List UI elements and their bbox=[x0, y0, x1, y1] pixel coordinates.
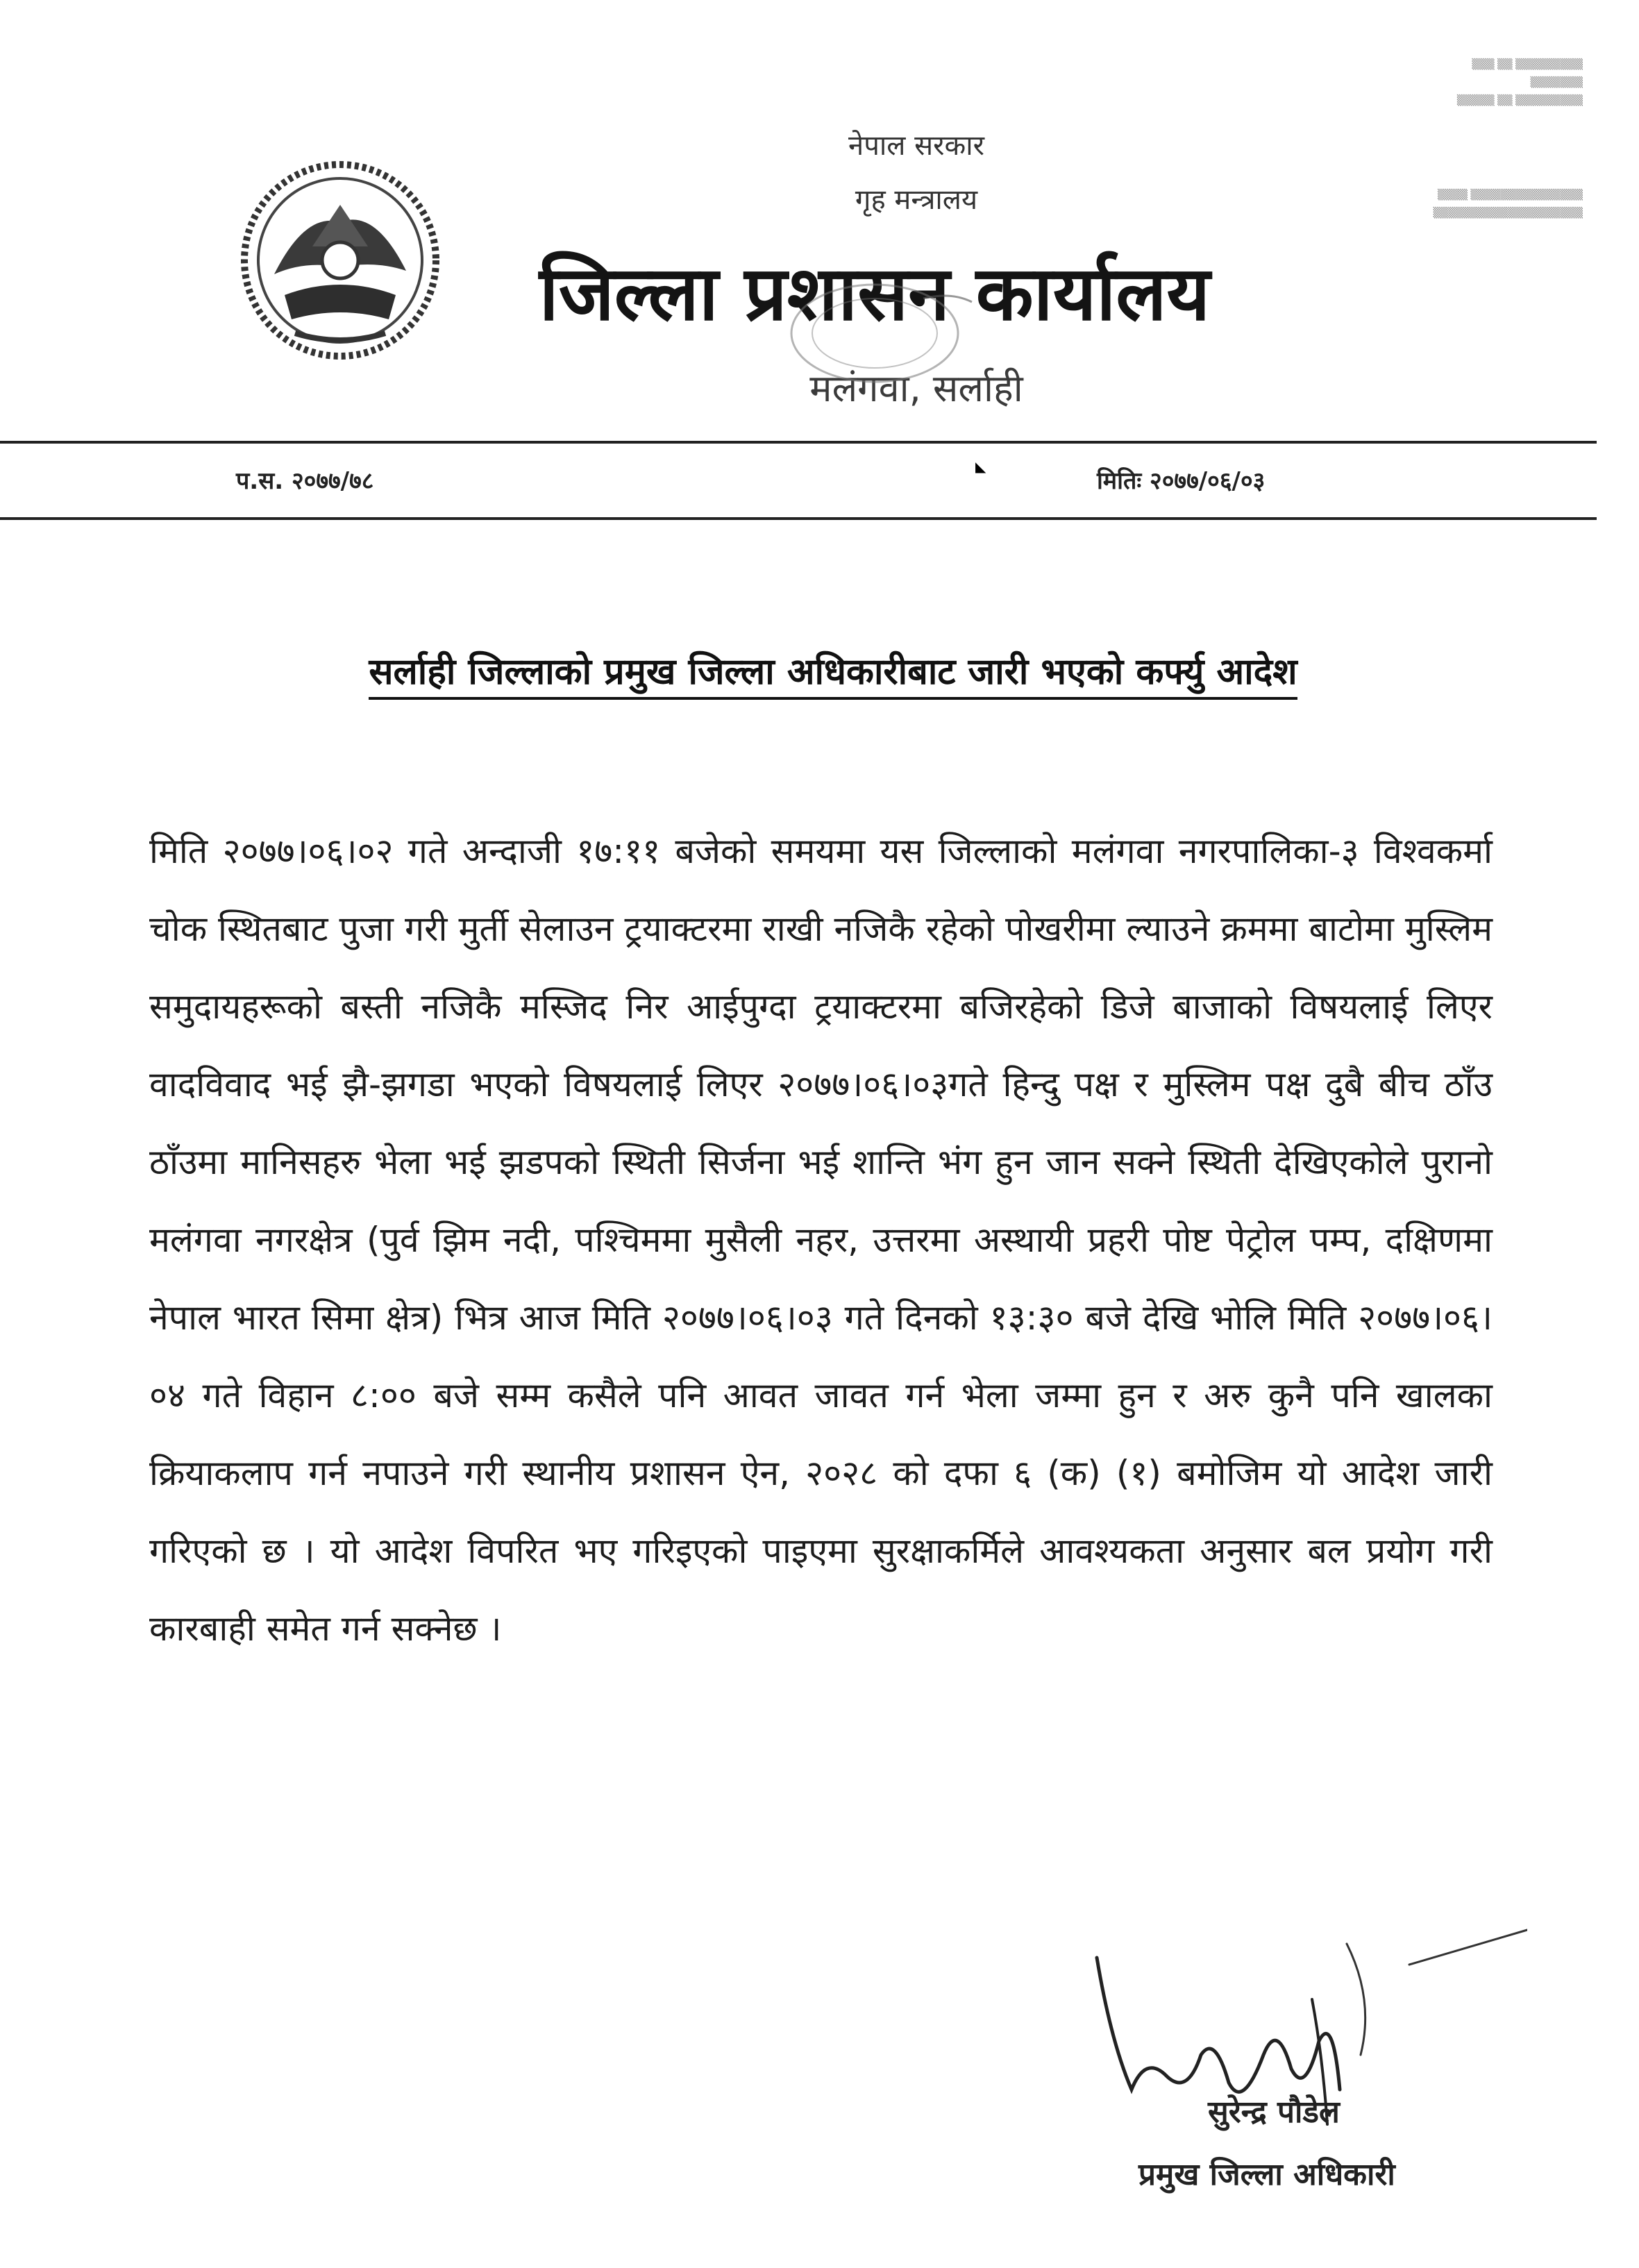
header-rule-top bbox=[0, 441, 1597, 444]
contact-line: ▒▒▒ ▒▒ ▒▒▒▒▒▒▒▒▒ bbox=[1472, 59, 1583, 70]
notice-title-text: सर्लाही जिल्लाको प्रमुख जिल्ला अधिकारीबाट जारी भएको कर्फ्यु आदेश bbox=[369, 651, 1297, 700]
notice-title bbox=[139, 646, 1527, 695]
contact-info bbox=[1319, 56, 1583, 222]
reference-date: मितिः २०७७/०६/०३ bbox=[1097, 467, 1266, 495]
contact-line: ▒▒▒▒▒▒▒▒▒▒▒▒▒▒▒▒▒▒▒▒ bbox=[1433, 208, 1583, 219]
contact-line: ▒▒▒▒▒ ▒▒ ▒▒▒▒▒▒▒▒▒ bbox=[1456, 95, 1583, 106]
office-location: मलंगवा, सर्लाही bbox=[809, 367, 1023, 410]
signatory-name: सुरेन्द्र पौडेल bbox=[1208, 2094, 1340, 2130]
contact-line: ▒▒▒▒ ▒▒▒▒▒▒▒▒▒▒▒▒▒▒▒ bbox=[1437, 190, 1583, 201]
reference-number: प.स. २०७७/७८ bbox=[236, 467, 374, 495]
header-rule-bottom bbox=[0, 517, 1597, 520]
contact-line: ▒▒▒▒▒▒▒ bbox=[1530, 77, 1583, 88]
ministry-line: गृह मन्त्रालय bbox=[855, 184, 978, 216]
signatory-title: प्रमुख जिल्ला अधिकारी bbox=[1138, 2157, 1395, 2192]
office-name: जिल्ला प्रशासन कार्यालय bbox=[539, 251, 1211, 337]
notice-body: मिति २०७७।०६।०२ गते अन्दाजी १७:११ बजेको समयमा यस जिल्लाको मलंगवा नगरपालिका-३ विश्वकर्मा चोक स्थितबाट पुजा गरी मुर्ती सेलाउन ट्रयाक्टरमा राखी नजिकै रहेको पोखरीमा ल्याउने क्रममा बाटोमा मुस्लिम समुदायहरूको बस्ती नजिकै मस्जिद निर आईपुग्दा ट्रयाक्टरमा बजिरहेको डिजे बाजाको विषयलाई लिएर वादविवाद भई झै-झगडा भएको विषयलाई लिएर २०७७।०६।०३गते हिन्दु पक्ष र मुस्लिम पक्ष दुबै बीच ठाँउ ठाँउमा मानिसहरु भेला भई झडपको स्थिती सिर्जना भई शान्ति भंग हुन जान सक्ने स्थिती देखिएकोले पुरानो मलंगवा नगरक्षेत्र (पुर्व झिम नदी, पश्चिममा मुसैली नहर, उत्तरमा अस्थायी प्रहरी पोष्ट पेट्रोल पम्प, दक्षिणमा नेपाल भारत सिमा क्षेत्र) भित्र आज मिति २०७७।०६।०३ गते दिनको १३:३० बजे देखि भोलि मिति २०७७।०६।०४ गते विहान ८:०० बजे सम्म कसैले पनि आवत जावत गर्न भेला जम्मा हुन र अरु कुनै पनि खालका क्रियाकलाप गर्न नपाउने गरी स्थानीय प्रशासन ऐन, २०२८ को दफा ६ (क) (१) बमोजिम यो आदेश जारी गरिएको छ । यो आदेश विपरित भए गरिइएको पाइएमा सुरक्षाकर्मिले आवश्यकता अनुसार बल प्रयोग गरी कारबाही समेत गर्न सक्नेछ । bbox=[149, 831, 1493, 1649]
office-stamp-icon bbox=[764, 271, 986, 396]
nepal-emblem-icon bbox=[236, 156, 444, 364]
margin-mark: ◣ bbox=[975, 458, 986, 475]
government-line: नेपाल सरकार bbox=[848, 130, 984, 162]
